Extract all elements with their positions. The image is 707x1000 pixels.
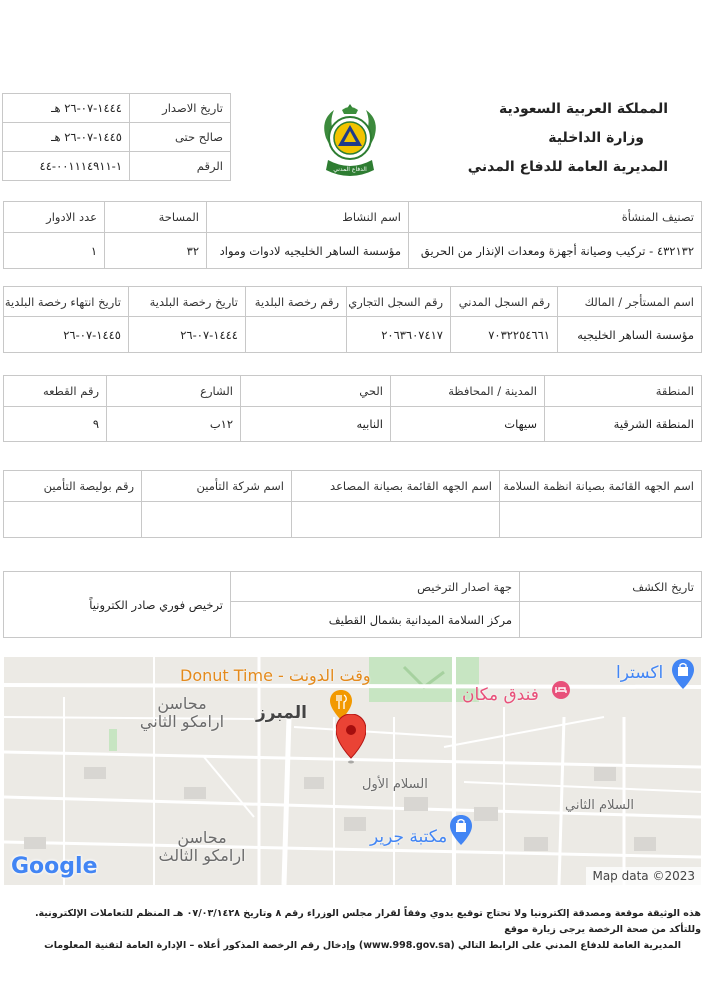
owner-name-header: اسم المستأجر / المالك	[558, 287, 702, 317]
issue-info-table	[2, 93, 231, 181]
aramco-3-label: محاسن ارامكو الثالث	[158, 828, 246, 865]
location-map[interactable]	[4, 657, 701, 885]
license-type-value: ترخيص فوري صادر الكترونياً	[4, 572, 231, 638]
district-value: النابيه	[241, 407, 391, 442]
city-value: سيهات	[391, 407, 545, 442]
valid-until-value: ١٤٤٥-٠٧-٢٦ هـ	[3, 123, 130, 152]
extra-label[interactable]: اكسترا	[616, 663, 664, 683]
inspection-date-value	[520, 602, 702, 638]
municipal-license-expiry-value: ١٤٤٥-٠٧-٢٦	[4, 317, 129, 353]
municipal-license-date-header: تاريخ رخصة البلدية	[129, 287, 246, 317]
floors-header: عدد الادوار	[4, 202, 105, 233]
aramco-2-label: محاسن ارامكو الثاني	[139, 694, 225, 731]
google-logo: Google	[11, 854, 98, 879]
insurance-company-header: اسم شركة التأمين	[142, 471, 292, 502]
activity-name-header: اسم النشاط	[207, 202, 409, 233]
civil-defense-emblem-icon	[312, 98, 388, 190]
map-attribution[interactable]: Map data ©2023	[586, 867, 701, 885]
country-name: المملكة العربية السعودية	[499, 101, 668, 117]
valid-until-label: صالح حتى	[130, 123, 231, 152]
safety-maintenance-value	[500, 502, 702, 538]
mubarraz-label: المبرز	[256, 703, 307, 723]
hotel-label[interactable]: فندق مكان	[462, 685, 539, 705]
facility-table	[3, 201, 702, 269]
inspection-table	[3, 571, 702, 638]
street-header: الشارع	[107, 376, 241, 407]
salam-1-label: السلام الأول	[362, 777, 428, 792]
verification-note-line-2: المديرية العامة للدفاع المدني على الرابط التالي (www.998.gov.sa) وإدخال رقم الرخصة المذكور أعلاه – الإدارة العامة لتقنية المعلومات	[44, 940, 681, 951]
issue-date-value: ١٤٤٤-٠٧-٢٦ هـ	[3, 94, 130, 123]
region-header: المنطقة	[545, 376, 702, 407]
ministry-name: وزارة الداخلية	[548, 130, 644, 146]
location-table	[3, 375, 702, 442]
facility-classification-header: تصنيف المنشأة	[409, 202, 702, 233]
activity-name-value: مؤسسة الساهر الخليجيه لادوات ومواد	[207, 233, 409, 269]
insurance-company-value	[142, 502, 292, 538]
safety-maintenance-header: اسم الجهه القائمة بصيانة انظمة السلامة	[500, 471, 702, 502]
donut-time-label[interactable]: Donut Time - وقت الدونت	[180, 666, 371, 685]
plot-number-value: ٩	[4, 407, 107, 442]
license-number-label: الرقم	[130, 152, 231, 181]
license-number-value: ١-٠٠١١١٤٩١١-٤٤	[3, 152, 130, 181]
bookstore-bag-icon[interactable]	[450, 815, 472, 845]
elevator-maintenance-value	[292, 502, 500, 538]
municipal-license-number-value	[246, 317, 347, 353]
salam-2-label: السلام الثاني	[565, 798, 635, 813]
elevator-maintenance-header: اسم الجهه القائمة بصيانة المصاعد	[292, 471, 500, 502]
safety-insurance-table	[3, 470, 702, 538]
verification-note-line-1: هذه الوثيقة موقعة ومصدقة إلكترونيا ولا تحتاج توقيع يدوي وفقاً لقرار مجلس الوزراء رقم ٨ وتاريخ ٠٧/٠٣/١٤٢٨ هـ المنظم للتعاملات الإلكترونية. وللتأكد من صحة الرخصة يرجى زيارة موقع	[34, 908, 701, 935]
street-value: ١٢ب	[107, 407, 241, 442]
city-header: المدينة / المحافظة	[391, 376, 545, 407]
plot-number-header: رقم القطعه	[4, 376, 107, 407]
map-roads	[4, 657, 701, 885]
area-header: المساحة	[105, 202, 207, 233]
municipal-license-number-header: رقم رخصة البلدية	[246, 287, 347, 317]
floors-value: ١	[4, 233, 105, 269]
shopping-bag-icon[interactable]	[672, 659, 694, 689]
civil-registry-value: ٧٠٣٢٢٥٤٦٦١	[451, 317, 558, 353]
district-header: الحي	[241, 376, 391, 407]
owner-table	[3, 286, 702, 353]
inspection-date-label: تاريخ الكشف	[520, 572, 702, 602]
civil-registry-header: رقم السجل المدني	[451, 287, 558, 317]
verification-note	[6, 906, 701, 954]
commercial-registry-value: ٢٠٦٣٦٠٧٤١٧	[347, 317, 451, 353]
issue-date-label: تاريخ الاصدار	[130, 94, 231, 123]
hotel-icon[interactable]	[552, 681, 570, 699]
facility-classification-value: ٤٣٢١٣٢ - تركيب وصيانة أجهزة ومعدات الإنذار من الحريق	[409, 233, 702, 269]
municipal-license-expiry-header: تاريخ انتهاء رخصة البلدية	[4, 287, 129, 317]
issuing-authority-label: جهة اصدار الترخيص	[231, 572, 520, 602]
directorate-name: المديرية العامة للدفاع المدني	[467, 159, 668, 175]
owner-name-value: مؤسسة الساهر الخليجيه	[558, 317, 702, 353]
jarir-label[interactable]: مكتبة جرير	[370, 827, 448, 847]
location-pin-icon[interactable]	[336, 714, 366, 770]
commercial-registry-header: رقم السجل التجاري	[347, 287, 451, 317]
area-value: ٣٢	[105, 233, 207, 269]
insurance-policy-value	[4, 502, 142, 538]
issuing-authority-value: مركز السلامة الميدانية بشمال القطيف	[231, 602, 520, 638]
region-value: المنطقة الشرقية	[545, 407, 702, 442]
municipal-license-date-value: ١٤٤٤-٠٧-٢٦	[129, 317, 246, 353]
insurance-policy-header: رقم بوليصة التأمين	[4, 471, 142, 502]
emblem-text: الدفاع المدني	[333, 166, 367, 173]
